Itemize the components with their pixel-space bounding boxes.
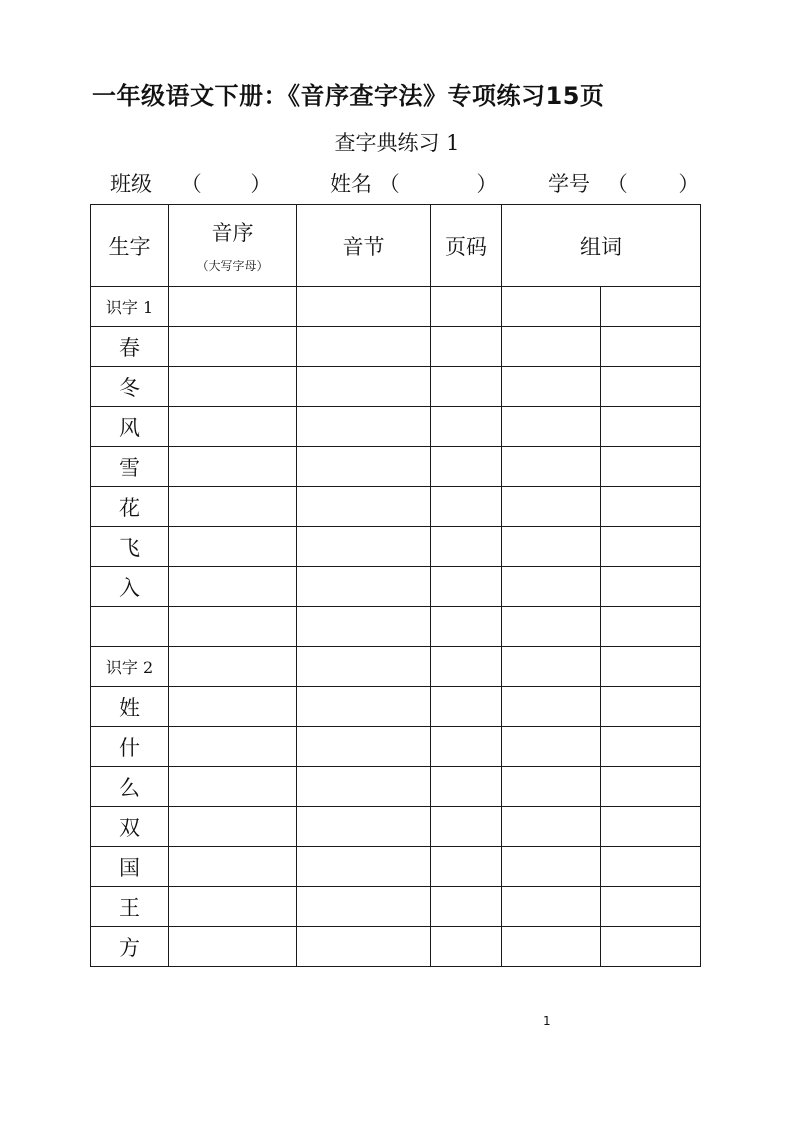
order-cell[interactable] bbox=[169, 407, 297, 447]
syllable-cell[interactable] bbox=[297, 367, 431, 407]
word-cell-1[interactable] bbox=[502, 407, 601, 447]
page-cell[interactable] bbox=[431, 927, 502, 967]
syllable-cell[interactable] bbox=[297, 927, 431, 967]
table-row bbox=[91, 527, 701, 567]
word-cell-2[interactable] bbox=[601, 727, 701, 767]
syllable-cell[interactable] bbox=[297, 767, 431, 807]
word-cell-1[interactable] bbox=[502, 367, 601, 407]
table-row bbox=[91, 447, 701, 487]
number-open-paren: （ bbox=[606, 172, 628, 196]
syllable-cell[interactable] bbox=[297, 807, 431, 847]
table-row bbox=[91, 367, 701, 407]
order-cell[interactable] bbox=[169, 367, 297, 407]
word-cell-2[interactable] bbox=[601, 327, 701, 367]
word-cell-1[interactable] bbox=[502, 567, 601, 607]
table-row bbox=[91, 807, 701, 847]
word-cell-1[interactable] bbox=[502, 887, 601, 927]
name-label: 姓名 bbox=[330, 172, 372, 196]
page-cell[interactable] bbox=[431, 767, 502, 807]
word-cell-2[interactable] bbox=[601, 447, 701, 487]
header-order-note: （大写字母） bbox=[196, 259, 269, 273]
syllable-cell[interactable] bbox=[297, 327, 431, 367]
word-cell-1[interactable] bbox=[502, 727, 601, 767]
word-cell-2[interactable] bbox=[601, 767, 701, 807]
order-cell[interactable] bbox=[169, 287, 297, 327]
word-cell-1[interactable] bbox=[502, 767, 601, 807]
header-page: 页码 bbox=[431, 205, 502, 287]
page-cell[interactable] bbox=[431, 807, 502, 847]
header-order bbox=[169, 205, 297, 287]
word-cell-2[interactable] bbox=[601, 647, 701, 687]
word-cell-1[interactable] bbox=[502, 607, 601, 647]
section-label: 识字 2 bbox=[91, 647, 169, 687]
word-cell-1[interactable] bbox=[502, 807, 601, 847]
character-cell: 风 bbox=[91, 407, 169, 447]
character-cell: 么 bbox=[91, 767, 169, 807]
class-open-paren: （ bbox=[180, 172, 202, 196]
order-cell[interactable] bbox=[169, 647, 297, 687]
order-cell[interactable] bbox=[169, 487, 297, 527]
word-cell-1[interactable] bbox=[502, 527, 601, 567]
page-cell[interactable] bbox=[431, 327, 502, 367]
class-field bbox=[110, 168, 271, 198]
table-row bbox=[91, 287, 701, 327]
table-row bbox=[91, 927, 701, 967]
page-number: 1 bbox=[543, 1014, 551, 1028]
name-close-paren: ） bbox=[476, 172, 498, 196]
order-cell[interactable] bbox=[169, 687, 297, 727]
table-row bbox=[91, 567, 701, 607]
table-row bbox=[91, 407, 701, 447]
name-field bbox=[330, 168, 497, 198]
table-row bbox=[91, 327, 701, 367]
header-syllable: 音节 bbox=[297, 205, 431, 287]
word-cell-2[interactable] bbox=[601, 807, 701, 847]
header-order-label: 音序 bbox=[211, 221, 254, 245]
section-label: 识字 1 bbox=[91, 287, 169, 327]
syllable-cell[interactable] bbox=[297, 887, 431, 927]
word-cell-2[interactable] bbox=[601, 687, 701, 727]
number-close-paren: ） bbox=[678, 172, 700, 196]
table-row bbox=[91, 727, 701, 767]
order-cell[interactable] bbox=[169, 727, 297, 767]
syllable-cell[interactable] bbox=[297, 847, 431, 887]
page-title: 一年级语文下册：《音序查字法》专项练习15页 bbox=[92, 82, 605, 110]
character-cell: 冬 bbox=[91, 367, 169, 407]
exercise-subtitle: 查字典练习 1 bbox=[334, 131, 460, 155]
character-cell: 姓 bbox=[91, 687, 169, 727]
table-row bbox=[91, 847, 701, 887]
table-row bbox=[91, 767, 701, 807]
class-close-paren: ） bbox=[250, 172, 272, 196]
word-cell-2[interactable] bbox=[601, 607, 701, 647]
character-cell: 双 bbox=[91, 807, 169, 847]
character-cell: 雪 bbox=[91, 447, 169, 487]
table-row bbox=[91, 487, 701, 527]
character-cell bbox=[91, 607, 169, 647]
order-cell[interactable] bbox=[169, 927, 297, 967]
order-cell[interactable] bbox=[169, 847, 297, 887]
character-cell: 春 bbox=[91, 327, 169, 367]
word-cell-2[interactable] bbox=[601, 887, 701, 927]
word-cell-1[interactable] bbox=[502, 687, 601, 727]
word-cell-1[interactable] bbox=[502, 927, 601, 967]
lookup-table bbox=[90, 204, 701, 967]
order-cell[interactable] bbox=[169, 887, 297, 927]
order-cell[interactable] bbox=[169, 767, 297, 807]
table-row bbox=[91, 607, 701, 647]
word-cell-1[interactable] bbox=[502, 327, 601, 367]
page-cell[interactable] bbox=[431, 727, 502, 767]
page-cell[interactable] bbox=[431, 487, 502, 527]
character-cell: 国 bbox=[91, 847, 169, 887]
character-cell: 方 bbox=[91, 927, 169, 967]
header-words: 组词 bbox=[502, 205, 701, 287]
syllable-cell[interactable] bbox=[297, 607, 431, 647]
syllable-cell[interactable] bbox=[297, 647, 431, 687]
word-cell-2[interactable] bbox=[601, 287, 701, 327]
character-cell: 花 bbox=[91, 487, 169, 527]
word-cell-2[interactable] bbox=[601, 407, 701, 447]
syllable-cell[interactable] bbox=[297, 487, 431, 527]
word-cell-2[interactable] bbox=[601, 567, 701, 607]
table-row bbox=[91, 687, 701, 727]
syllable-cell[interactable] bbox=[297, 727, 431, 767]
page-cell[interactable] bbox=[431, 367, 502, 407]
syllable-cell[interactable] bbox=[297, 567, 431, 607]
page-cell[interactable] bbox=[431, 447, 502, 487]
number-field bbox=[548, 168, 699, 198]
page-cell[interactable] bbox=[431, 607, 502, 647]
syllable-cell[interactable] bbox=[297, 447, 431, 487]
page-cell[interactable] bbox=[431, 887, 502, 927]
word-cell-1[interactable] bbox=[502, 647, 601, 687]
syllable-cell[interactable] bbox=[297, 527, 431, 567]
word-cell-2[interactable] bbox=[601, 847, 701, 887]
order-cell[interactable] bbox=[169, 807, 297, 847]
page-cell[interactable] bbox=[431, 847, 502, 887]
table-row bbox=[91, 887, 701, 927]
order-cell[interactable] bbox=[169, 527, 297, 567]
table-header-row bbox=[91, 205, 701, 287]
word-cell-2[interactable] bbox=[601, 927, 701, 967]
word-cell-1[interactable] bbox=[502, 287, 601, 327]
page-cell[interactable] bbox=[431, 287, 502, 327]
table-row bbox=[91, 647, 701, 687]
syllable-cell[interactable] bbox=[297, 287, 431, 327]
page-cell[interactable] bbox=[431, 687, 502, 727]
word-cell-2[interactable] bbox=[601, 487, 701, 527]
page-cell[interactable] bbox=[431, 567, 502, 607]
order-cell[interactable] bbox=[169, 567, 297, 607]
word-cell-1[interactable] bbox=[502, 447, 601, 487]
order-cell[interactable] bbox=[169, 327, 297, 367]
name-open-paren: （ bbox=[378, 172, 400, 196]
character-cell: 入 bbox=[91, 567, 169, 607]
word-cell-1[interactable] bbox=[502, 847, 601, 887]
page-cell[interactable] bbox=[431, 407, 502, 447]
order-cell[interactable] bbox=[169, 447, 297, 487]
syllable-cell[interactable] bbox=[297, 407, 431, 447]
character-cell: 飞 bbox=[91, 527, 169, 567]
page-cell[interactable] bbox=[431, 647, 502, 687]
word-cell-2[interactable] bbox=[601, 367, 701, 407]
class-label: 班级 bbox=[110, 172, 152, 196]
character-cell: 什 bbox=[91, 727, 169, 767]
header-char: 生字 bbox=[91, 205, 169, 287]
order-cell[interactable] bbox=[169, 607, 297, 647]
number-label: 学号 bbox=[548, 172, 590, 196]
word-cell-1[interactable] bbox=[502, 487, 601, 527]
character-cell: 王 bbox=[91, 887, 169, 927]
syllable-cell[interactable] bbox=[297, 687, 431, 727]
page-cell[interactable] bbox=[431, 527, 502, 567]
word-cell-2[interactable] bbox=[601, 527, 701, 567]
